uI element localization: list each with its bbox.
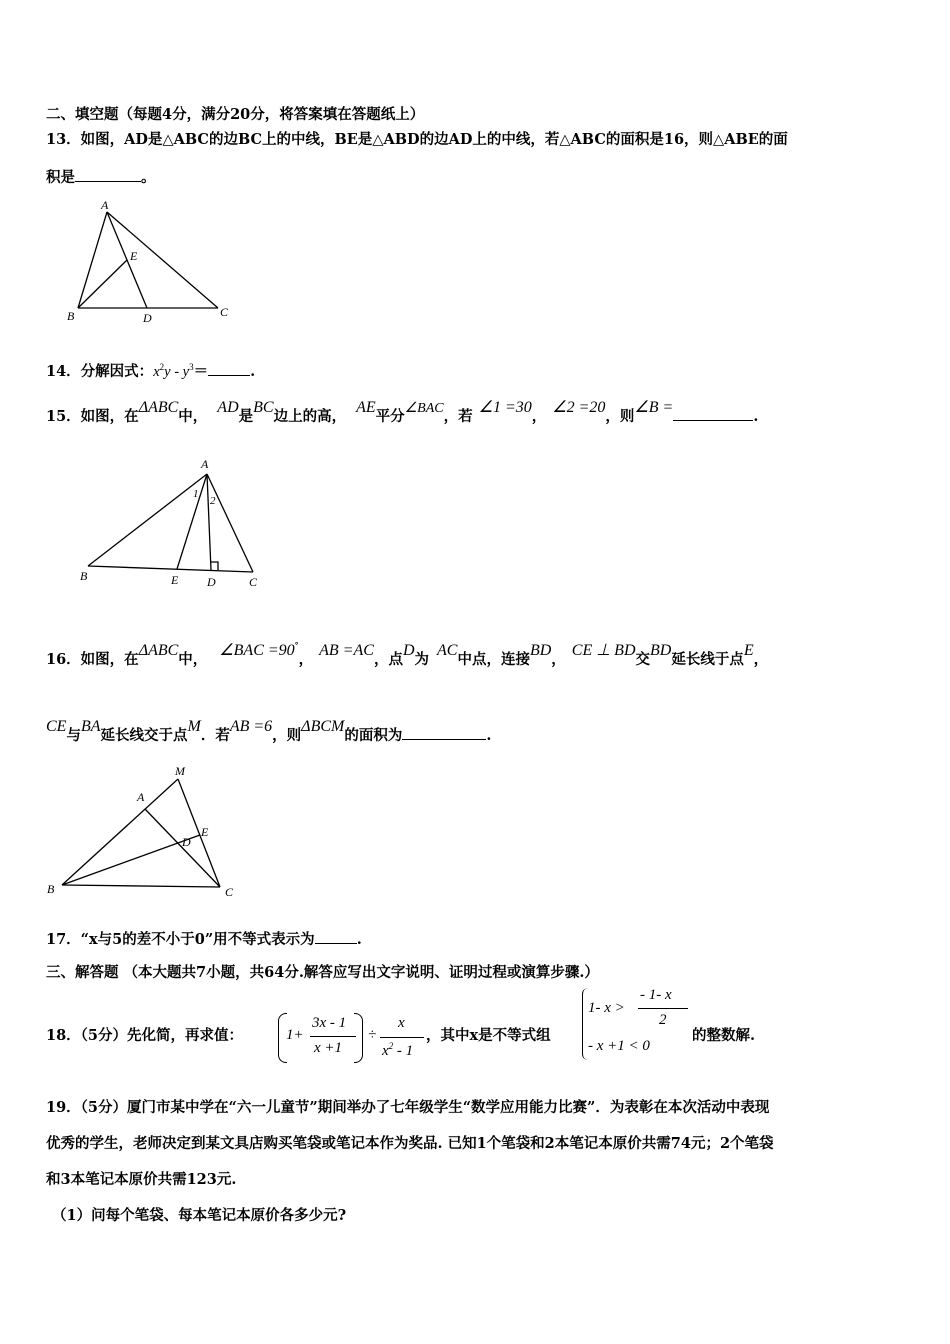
q16-ruo: ．若 [200,727,230,744]
q14-end: . [250,363,256,380]
q15-ze: ，则 [605,408,635,425]
q13-label-e: E [130,249,138,263]
q16-label-e: E [201,825,209,839]
q18-ineq1-den: 2 [659,1012,667,1028]
section2-heading: 二、填空题（每题4分，满分20分，将答案填在答题纸上） [46,106,425,123]
q18-num2: x [398,1015,405,1031]
q15-label-a: A [201,457,209,471]
q16-label-a: A [137,790,145,804]
q16-zhong: 中， [178,651,208,668]
q16-wei: 为 [414,651,430,668]
section3-heading: 三、解答题 （本大题共7小题，共64分.解答应写出文字说明、证明过程或演算步骤.） [46,964,599,981]
q16-ab-eq-ac: AB =AC [319,642,374,659]
q16-label-m: M [175,764,185,778]
q18-frac1-bar [310,1036,356,1037]
q19-line2: 优秀的学生，老师决定到某文具店购买笔袋或笔记本作为奖品. 已知1个笔袋和2本笔记本原价共需74元；2个笔袋 [46,1135,774,1152]
q13-line2-post: 。 [141,169,156,186]
q15-angle-bac: ∠BAC [404,401,444,416]
q16-e: E [743,642,754,659]
q16-c1: ， [298,651,314,668]
q16-line-bm [62,779,178,885]
q19-line1: 19．（5分）厦门市某中学在“六一儿童节”期间举办了七年级学生“数学应用能力比赛”．为表彰在本次活动中表现 [46,1099,770,1116]
q15-bc: BC [253,399,274,416]
q13-label-b: B [67,309,75,323]
q15-pingfen: 平分 [375,408,405,425]
q16-ab6: AB =6 [229,718,273,735]
q15-prefix: 15．如图，在 [46,408,139,425]
q15-ae: AE [356,399,376,416]
q15-triangle: ΔABC [138,399,179,416]
q17-text: 17．“x与5的差不小于0”用不等式表示为 [46,931,315,948]
q18-prefix: 18．（5分）先化简，再求值： [46,1027,244,1044]
q16-end: . [486,727,492,744]
q16-label-d: D [182,835,191,849]
q16-c3: ， [753,651,769,668]
q16-degree: ° [294,640,299,651]
q16-line-be [62,835,200,885]
q18-ineq2: - x +1 < 0 [588,1038,650,1054]
q14-expression: $x^2y - y^3$ [153,362,194,380]
q16-ac: AC [437,642,458,659]
q16-jiao: 交 [635,651,651,668]
q14-eq: ＝ [193,363,209,380]
q16-ext2: 延长线交于点 [100,727,188,744]
q16-label-b: B [47,882,55,896]
q17-answer-blank [315,931,357,944]
q18-ineq1-num: - 1- x [640,987,672,1003]
q16-area: 的面积为 [344,727,403,744]
q13-label-d: D [143,311,152,325]
q16-bd: BD [529,642,552,659]
q13-line1: 13．如图，AD是△ABC的边BC上的中线，BE是△ABD的边AD上的中线，若△ABC的面积是16，则△ABE的面 [46,131,788,148]
q16-yu: 与 [66,727,81,744]
q17-end: . [356,931,362,948]
q13-label-c: C [220,305,229,319]
q16-line-mc [178,779,220,887]
q15-angle2: ∠2 =20 [552,399,606,416]
q18-expression [278,1013,358,1063]
q16-ba: BA [80,718,101,735]
q18-num1: 3x - 1 [312,1015,347,1031]
q19-sub1: （1）问每个笔袋、每本笔记本原价各多少元? [52,1207,347,1224]
q16-ze: ，则 [272,727,302,744]
q15-label-c: C [249,575,258,589]
q16-ext: 延长线于点 [671,651,744,668]
q18-suffix: 的整数解. [692,1027,756,1044]
q18-middle: ，其中x是不等式组 [426,1027,551,1044]
q15-comma: ， [531,408,547,425]
q15-label-2: 2 [210,495,216,507]
q15-label-d: D [207,575,216,589]
q16-d: D [402,642,415,659]
q18-ineq1-left: 1- x > [588,1000,625,1016]
q16-ce: CE [46,718,67,735]
q16-perp: CE ⊥ BD [571,642,636,659]
q17-line [46,928,362,949]
q16-m: M [187,718,201,735]
q16-triangle: ΔABC [138,642,179,659]
q16-dian: ，点 [373,651,403,668]
q15-label-e: E [171,573,179,587]
q15-ad: AD [217,399,239,416]
q18-one-plus: 1+ [286,1027,304,1043]
q18-right-paren [354,1013,363,1063]
q15-label-b: B [80,569,88,583]
q18-ineq1-bar [638,1008,688,1009]
q15-ruo: ，若 [443,408,473,425]
q18-den2: $x^2 - 1$ [382,1041,414,1059]
q15-bian: 边上的高， [273,408,347,425]
q15-shi: 是 [238,408,254,425]
q18-frac2-bar [380,1037,424,1038]
q16-side-bc [62,885,220,887]
q15-label-1: 1 [193,488,199,500]
q16-bd2: BD [650,642,672,659]
q16-label-c: C [225,885,234,899]
q13-label-a: A [101,198,109,212]
q16-prefix: 16．如图，在 [46,651,139,668]
q15-zhong: 中， [178,408,208,425]
q15-angle1: ∠1 =30 [478,399,532,416]
q14-prefix: 14．分解因式： [46,363,154,380]
q16-c2: ， [551,651,566,668]
q18-divide: ÷ [368,1027,377,1043]
q15-angle-b: ∠B = [634,399,674,416]
q18-den1: x +1 [314,1040,343,1056]
q16-mid: 中点，连接 [457,651,530,668]
q16-bcm: ΔBCM [301,718,345,735]
q19-line3: 和3本笔记本原价共需123元. [46,1171,237,1188]
q15-end: . [753,408,759,425]
q16-angle: ∠BAC =90 [219,642,295,659]
q13-line2-pre: 积是 [46,169,75,186]
